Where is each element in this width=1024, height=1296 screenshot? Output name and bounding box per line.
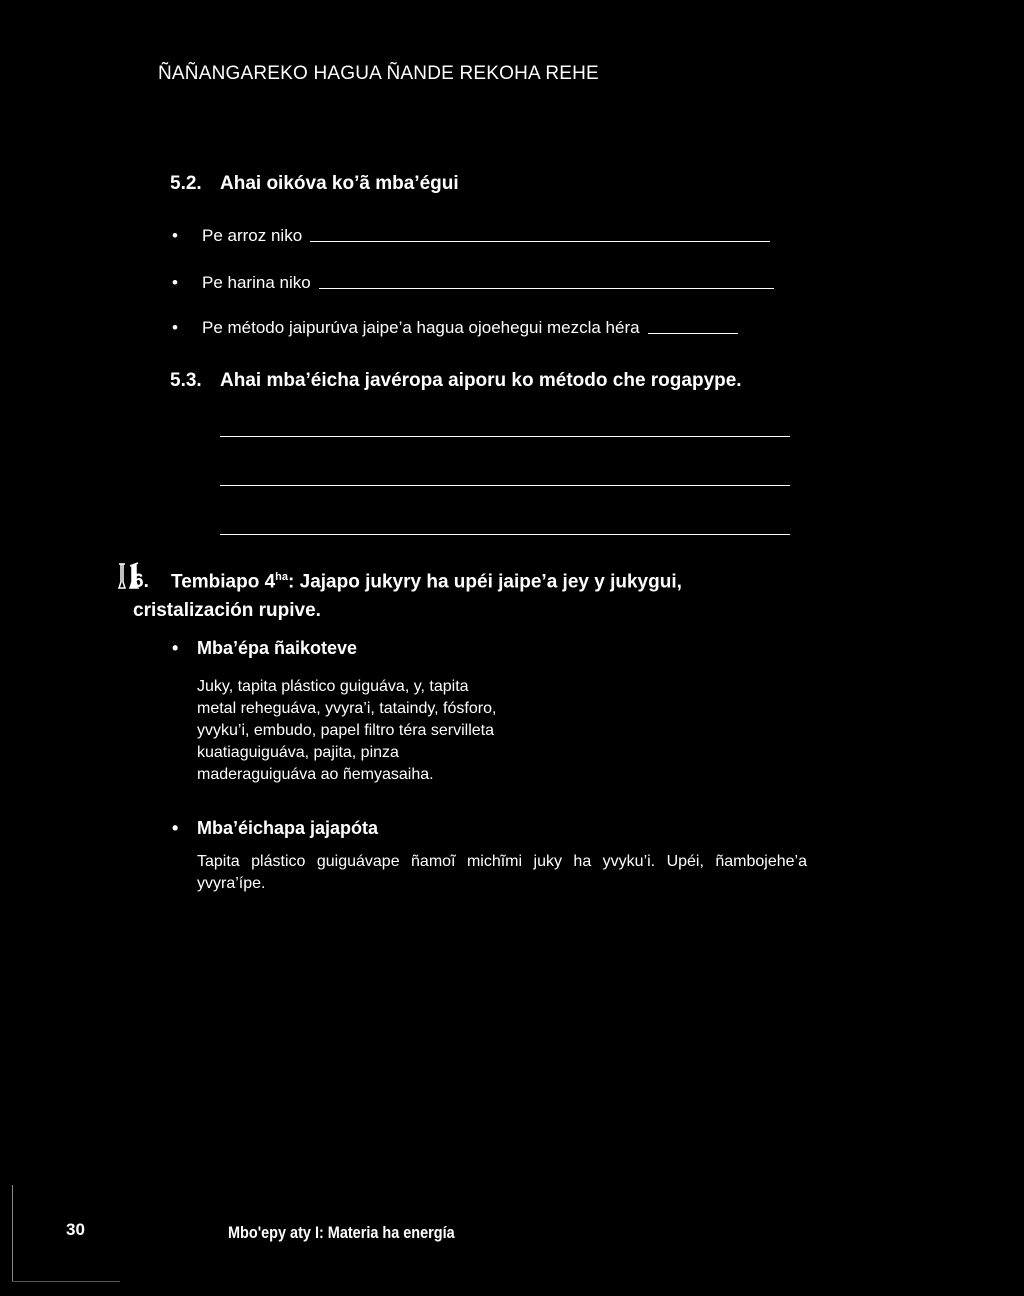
materials-heading (172, 638, 357, 659)
footer-title: Mbo'epy aty I: Materia ha energía (228, 1223, 455, 1242)
task-label: Tembiapo 4 (171, 571, 276, 593)
footer-divider-horizontal (12, 1281, 120, 1282)
bullet: • (172, 818, 179, 838)
method-answer-line[interactable] (648, 333, 738, 334)
bullet: • (172, 318, 178, 337)
answer-line-2[interactable] (220, 485, 790, 486)
task-number: 6. (133, 571, 149, 593)
materials-text: Juky, tapita plástico guiguáva, y, tapita metal reheguáva, yvyra’i, tataindy, fósforo, yvyku’i, embudo, papel filtro téra servilleta kuatiaguiguáva, pajita, pinza maderaguiguáva ao ñemyasaiha. (197, 678, 497, 783)
flour-item (172, 273, 774, 293)
page-number: 30 (66, 1220, 85, 1239)
task-description: : Jajapo jukyry ha upéi jaipe’a jey y jukygui, cristalización rupive. (133, 571, 682, 622)
bullet: • (172, 226, 178, 245)
method-item (172, 318, 738, 338)
section-5-3-heading (170, 370, 742, 392)
section-number: 5.3. (170, 370, 202, 391)
procedure-heading-text: Mba’éichapa jajapóta (197, 818, 379, 838)
rice-answer-line[interactable] (310, 241, 770, 242)
flour-answer-line[interactable] (319, 288, 774, 289)
method-label: Pe método jaipurúva jaipe’a hagua ojoehegui mezcla héra (202, 318, 640, 337)
bullet: • (172, 273, 178, 292)
section-5-2-heading (170, 173, 459, 195)
procedure-heading (172, 818, 378, 839)
section-title: Ahai mba’éicha javéropa aiporu ko método che rogapype. (220, 370, 742, 391)
flour-label: Pe harina niko (202, 273, 311, 292)
answer-line-1[interactable] (220, 436, 790, 437)
section-title: Ahai oikóva ko’ã mba’égui (220, 173, 459, 194)
bullet: • (172, 638, 179, 658)
task-6-heading (133, 563, 753, 625)
task-label-superscript: ha (275, 571, 289, 583)
procedure-text: Tapita plástico guiguávape ñamoĩ michĩmi juky ha yvyku’i. Upéi, ñambojehe’a yvyra’ípe. (197, 853, 807, 892)
answer-line-3[interactable] (220, 534, 790, 535)
rice-item (172, 226, 770, 246)
running-head: ÑAÑANGAREKO HAGUA ÑANDE REKOHA REHE (158, 63, 599, 84)
footer-divider-vertical (12, 1185, 13, 1282)
section-number: 5.2. (170, 173, 202, 194)
rice-label: Pe arroz niko (202, 226, 303, 245)
materials-heading-text: Mba’épa ñaikoteve (197, 638, 358, 658)
